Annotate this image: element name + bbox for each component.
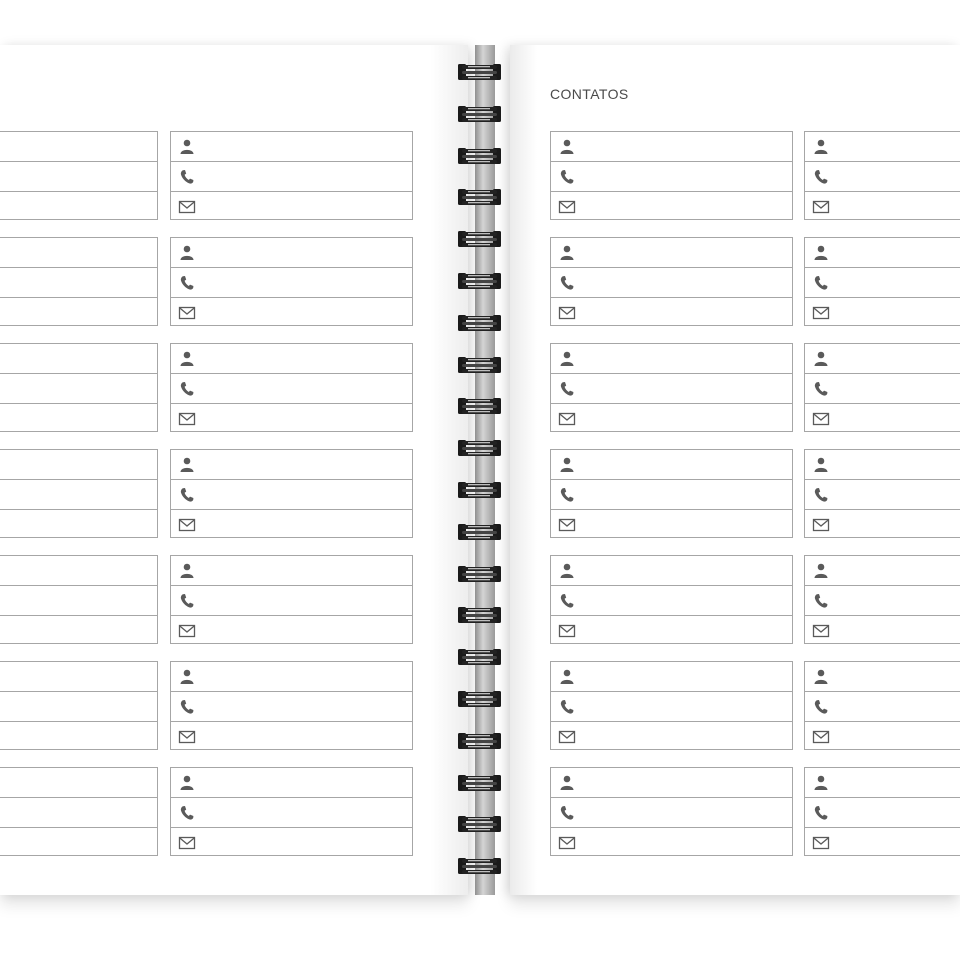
person-field[interactable] — [171, 238, 412, 268]
person-icon — [812, 456, 830, 474]
phone-icon — [178, 698, 196, 716]
email-field[interactable] — [805, 722, 960, 751]
binding-ring — [458, 104, 501, 124]
binding-ring — [458, 271, 501, 291]
person-field[interactable] — [171, 344, 412, 374]
email-field[interactable] — [0, 192, 157, 221]
person-field[interactable] — [551, 344, 792, 374]
contact-card — [0, 767, 158, 856]
contact-card — [804, 131, 960, 220]
email-field[interactable] — [551, 298, 792, 327]
contact-card — [550, 661, 793, 750]
phone-field[interactable] — [171, 798, 412, 828]
mail-icon — [812, 622, 830, 640]
mail-icon — [178, 622, 196, 640]
binding-ring — [458, 856, 501, 876]
mail-icon — [558, 516, 576, 534]
email-field[interactable] — [551, 404, 792, 433]
person-icon — [812, 138, 830, 156]
mail-icon — [558, 410, 576, 428]
person-field[interactable] — [805, 344, 960, 374]
binding-ring — [458, 731, 501, 751]
person-field[interactable] — [171, 768, 412, 798]
mail-icon — [178, 304, 196, 322]
email-field[interactable] — [0, 510, 157, 539]
person-field[interactable] — [551, 556, 792, 586]
email-field[interactable] — [805, 510, 960, 539]
phone-icon — [558, 380, 576, 398]
email-field[interactable] — [171, 722, 412, 751]
person-icon — [178, 350, 196, 368]
contact-card — [0, 237, 158, 326]
email-field[interactable] — [171, 510, 412, 539]
email-field[interactable] — [805, 298, 960, 327]
mail-icon — [558, 728, 576, 746]
email-field[interactable] — [551, 192, 792, 221]
binding-ring — [458, 187, 501, 207]
person-field[interactable] — [0, 132, 157, 162]
phone-field[interactable] — [551, 268, 792, 298]
person-icon — [558, 774, 576, 792]
binding-ring — [458, 355, 501, 375]
phone-icon — [812, 274, 830, 292]
person-field[interactable] — [171, 450, 412, 480]
mail-icon — [558, 622, 576, 640]
email-field[interactable] — [171, 616, 412, 645]
phone-field[interactable] — [805, 268, 960, 298]
mail-icon — [812, 410, 830, 428]
email-field[interactable] — [171, 828, 412, 857]
contact-card — [550, 237, 793, 326]
person-icon — [558, 350, 576, 368]
person-field[interactable] — [171, 662, 412, 692]
email-field[interactable] — [805, 828, 960, 857]
phone-field[interactable] — [0, 692, 157, 722]
phone-icon — [812, 486, 830, 504]
contact-card — [804, 343, 960, 432]
binding-ring — [458, 146, 501, 166]
email-field[interactable] — [0, 828, 157, 857]
email-field[interactable] — [551, 722, 792, 751]
contact-card — [804, 767, 960, 856]
phone-icon — [558, 274, 576, 292]
phone-field[interactable] — [805, 692, 960, 722]
contact-card — [0, 131, 158, 220]
binding-ring — [458, 396, 501, 416]
phone-icon — [812, 168, 830, 186]
person-field[interactable] — [551, 662, 792, 692]
person-field[interactable] — [805, 450, 960, 480]
phone-field[interactable] — [805, 586, 960, 616]
contact-card — [0, 343, 158, 432]
email-field[interactable] — [805, 616, 960, 645]
person-field[interactable] — [551, 768, 792, 798]
person-field[interactable] — [805, 556, 960, 586]
person-icon — [558, 562, 576, 580]
person-icon — [558, 456, 576, 474]
binding-ring — [458, 605, 501, 625]
phone-field[interactable] — [171, 268, 412, 298]
contact-card — [550, 343, 793, 432]
phone-field[interactable] — [551, 586, 792, 616]
person-field[interactable] — [0, 238, 157, 268]
phone-icon — [558, 592, 576, 610]
mail-icon — [558, 198, 576, 216]
person-field[interactable] — [805, 768, 960, 798]
binding-ring — [458, 62, 501, 82]
email-field[interactable] — [0, 298, 157, 327]
binding-ring — [458, 313, 501, 333]
phone-icon — [812, 592, 830, 610]
binding-ring — [458, 647, 501, 667]
contact-card — [170, 237, 413, 326]
phone-field[interactable] — [171, 586, 412, 616]
phone-icon — [178, 274, 196, 292]
person-icon — [812, 244, 830, 262]
mail-icon — [178, 198, 196, 216]
binding-ring — [458, 522, 501, 542]
person-icon — [178, 244, 196, 262]
binding-spine — [475, 45, 495, 895]
phone-field[interactable] — [0, 798, 157, 828]
person-icon — [558, 138, 576, 156]
email-field[interactable] — [171, 298, 412, 327]
person-field[interactable] — [0, 768, 157, 798]
phone-icon — [558, 486, 576, 504]
contact-card — [170, 449, 413, 538]
contact-card — [170, 767, 413, 856]
phone-field[interactable] — [805, 374, 960, 404]
person-icon — [558, 244, 576, 262]
phone-field[interactable] — [0, 480, 157, 510]
person-field[interactable] — [0, 450, 157, 480]
email-field[interactable] — [551, 616, 792, 645]
phone-icon — [812, 380, 830, 398]
phone-field[interactable] — [171, 162, 412, 192]
phone-field[interactable] — [551, 480, 792, 510]
mail-icon — [812, 304, 830, 322]
person-field[interactable] — [171, 132, 412, 162]
person-field[interactable] — [171, 556, 412, 586]
phone-field[interactable] — [551, 798, 792, 828]
email-field[interactable] — [0, 404, 157, 433]
mail-icon — [178, 834, 196, 852]
binding-ring — [458, 773, 501, 793]
email-field[interactable] — [551, 828, 792, 857]
email-field[interactable] — [805, 404, 960, 433]
person-field[interactable] — [0, 662, 157, 692]
contact-card — [550, 449, 793, 538]
page-title: CONTATOS — [550, 86, 629, 102]
mail-icon — [178, 410, 196, 428]
phone-icon — [558, 804, 576, 822]
mail-icon — [812, 198, 830, 216]
person-icon — [178, 138, 196, 156]
person-icon — [178, 456, 196, 474]
contact-card — [170, 555, 413, 644]
contact-card — [170, 661, 413, 750]
email-field[interactable] — [171, 404, 412, 433]
person-field[interactable] — [0, 556, 157, 586]
phone-field[interactable] — [805, 798, 960, 828]
binding-ring — [458, 814, 501, 834]
phone-icon — [558, 698, 576, 716]
contact-card — [0, 449, 158, 538]
phone-icon — [178, 804, 196, 822]
person-field[interactable] — [0, 344, 157, 374]
person-icon — [812, 774, 830, 792]
person-icon — [178, 774, 196, 792]
email-field[interactable] — [0, 722, 157, 751]
binding-ring — [458, 689, 501, 709]
mail-icon — [812, 834, 830, 852]
email-field[interactable] — [551, 510, 792, 539]
phone-field[interactable] — [805, 480, 960, 510]
binding-ring — [458, 480, 501, 500]
person-icon — [558, 668, 576, 686]
phone-field[interactable] — [551, 374, 792, 404]
binding-ring — [458, 564, 501, 584]
phone-field[interactable] — [551, 162, 792, 192]
phone-icon — [178, 168, 196, 186]
contact-card — [0, 661, 158, 750]
contact-card — [550, 131, 793, 220]
phone-field[interactable] — [171, 692, 412, 722]
person-field[interactable] — [805, 238, 960, 268]
phone-field[interactable] — [0, 374, 157, 404]
email-field[interactable] — [805, 192, 960, 221]
email-field[interactable] — [171, 192, 412, 221]
contact-card — [804, 661, 960, 750]
contact-card — [804, 449, 960, 538]
phone-field[interactable] — [551, 692, 792, 722]
email-field[interactable] — [0, 616, 157, 645]
mail-icon — [812, 516, 830, 534]
person-icon — [812, 562, 830, 580]
phone-field[interactable] — [0, 162, 157, 192]
phone-icon — [812, 698, 830, 716]
phone-field[interactable] — [805, 162, 960, 192]
person-icon — [178, 562, 196, 580]
contact-card — [804, 555, 960, 644]
phone-icon — [558, 168, 576, 186]
contact-card — [804, 237, 960, 326]
person-icon — [178, 668, 196, 686]
mail-icon — [558, 304, 576, 322]
person-field[interactable] — [805, 662, 960, 692]
mail-icon — [812, 728, 830, 746]
phone-icon — [178, 486, 196, 504]
person-field[interactable] — [551, 450, 792, 480]
contact-card — [170, 343, 413, 432]
binding-ring — [458, 438, 501, 458]
person-field[interactable] — [805, 132, 960, 162]
mail-icon — [178, 728, 196, 746]
contact-card — [0, 555, 158, 644]
person-icon — [812, 350, 830, 368]
phone-icon — [812, 804, 830, 822]
contact-card — [550, 555, 793, 644]
person-field[interactable] — [551, 132, 792, 162]
phone-field[interactable] — [0, 268, 157, 298]
mail-icon — [178, 516, 196, 534]
mail-icon — [558, 834, 576, 852]
phone-field[interactable] — [0, 586, 157, 616]
contact-card — [170, 131, 413, 220]
binding-ring — [458, 229, 501, 249]
phone-icon — [178, 380, 196, 398]
contact-card — [550, 767, 793, 856]
phone-field[interactable] — [171, 480, 412, 510]
person-icon — [812, 668, 830, 686]
phone-icon — [178, 592, 196, 610]
person-field[interactable] — [551, 238, 792, 268]
phone-field[interactable] — [171, 374, 412, 404]
